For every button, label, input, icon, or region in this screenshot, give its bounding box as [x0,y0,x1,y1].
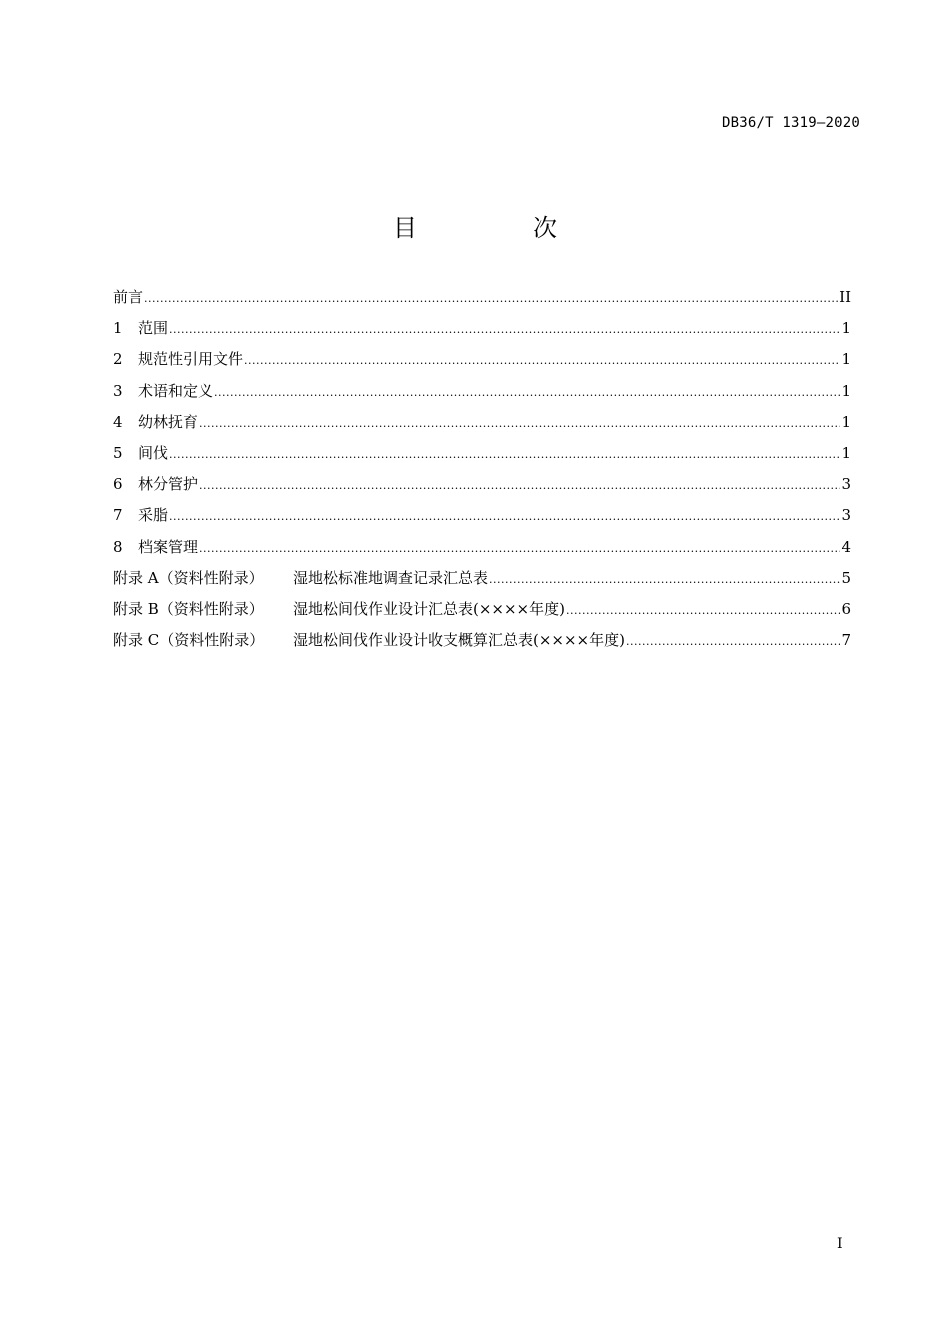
toc-entry-3[interactable] [113,379,851,410]
toc-entry-number: 5 [113,443,123,462]
toc-entry-7[interactable] [113,503,851,534]
toc-entry-label: 湿地松间伐作业设计汇总表(××××年度) [293,599,565,618]
toc-entry-label: 采脂 [138,506,169,525]
dot-leader [199,537,840,561]
dot-leader [144,287,838,311]
toc-entry-page: 1 [841,350,851,369]
toc-entry-label: 术语和定义 [138,381,214,400]
dot-leader [199,412,840,436]
toc-entry-appendix-a[interactable] [113,566,851,597]
toc-entry-page: 5 [841,568,851,587]
dot-leader [169,505,840,529]
toc-entry-page: 1 [841,443,851,462]
toc-entry-page: II [839,288,851,306]
toc-entry-label: 林分管护 [138,475,199,494]
toc-entry-page: 4 [841,537,851,556]
dot-leader [626,630,840,654]
toc-entry-label: 档案管理 [138,537,199,556]
toc-entry-label: 范围 [138,319,169,338]
toc-entry-page: 1 [841,412,851,431]
toc-entry-prefix: 附录 B（资料性附录） [113,599,264,618]
toc-entry-6[interactable] [113,472,851,503]
toc-entry-label: 间伐 [138,443,169,462]
dot-leader [244,349,840,373]
toc-entry-label: 湿地松标准地调查记录汇总表 [293,568,489,587]
toc-entry-number: 7 [113,506,123,525]
toc-entry-foreword[interactable] [113,285,851,316]
dot-leader [169,318,840,342]
toc-entry-page: 6 [841,599,851,618]
toc-entry-label: 湿地松间伐作业设计收支概算汇总表(××××年度) [293,631,625,650]
dot-leader [199,474,840,498]
toc-entry-page: 3 [841,506,851,525]
toc-entry-4[interactable] [113,410,851,441]
toc-entry-prefix: 附录 A（资料性附录） [113,568,264,587]
toc-entry-number: 2 [113,350,123,369]
toc-entry-number: 3 [113,381,123,400]
dot-leader [489,568,840,592]
toc-entry-label: 幼林抚育 [138,412,199,431]
toc-entry-number: 6 [113,475,123,494]
toc-entry-2[interactable] [113,347,851,378]
table-of-contents [113,285,851,659]
toc-entry-number: 4 [113,412,123,431]
toc-entry-label: 前言 [113,288,144,306]
toc-entry-appendix-c[interactable] [113,628,851,659]
dot-leader [214,381,840,405]
toc-entry-label: 规范性引用文件 [138,350,244,369]
toc-entry-page: 1 [841,381,851,400]
toc-entry-number: 1 [113,319,123,338]
page-number: I [837,1236,843,1252]
toc-entry-1[interactable] [113,316,851,347]
toc-entry-page: 7 [841,631,851,650]
toc-entry-page: 1 [841,319,851,338]
dot-leader [566,599,840,623]
toc-entry-number: 8 [113,537,123,556]
toc-entry-prefix: 附录 C（资料性附录） [113,631,265,650]
toc-entry-appendix-b[interactable] [113,597,851,628]
toc-entry-8[interactable] [113,535,851,566]
toc-entry-page: 3 [841,475,851,494]
dot-leader [169,443,840,467]
standard-code: DB36/T 1319—2020 [721,115,860,131]
page-title: 目 次 [393,214,603,242]
toc-entry-5[interactable] [113,441,851,472]
